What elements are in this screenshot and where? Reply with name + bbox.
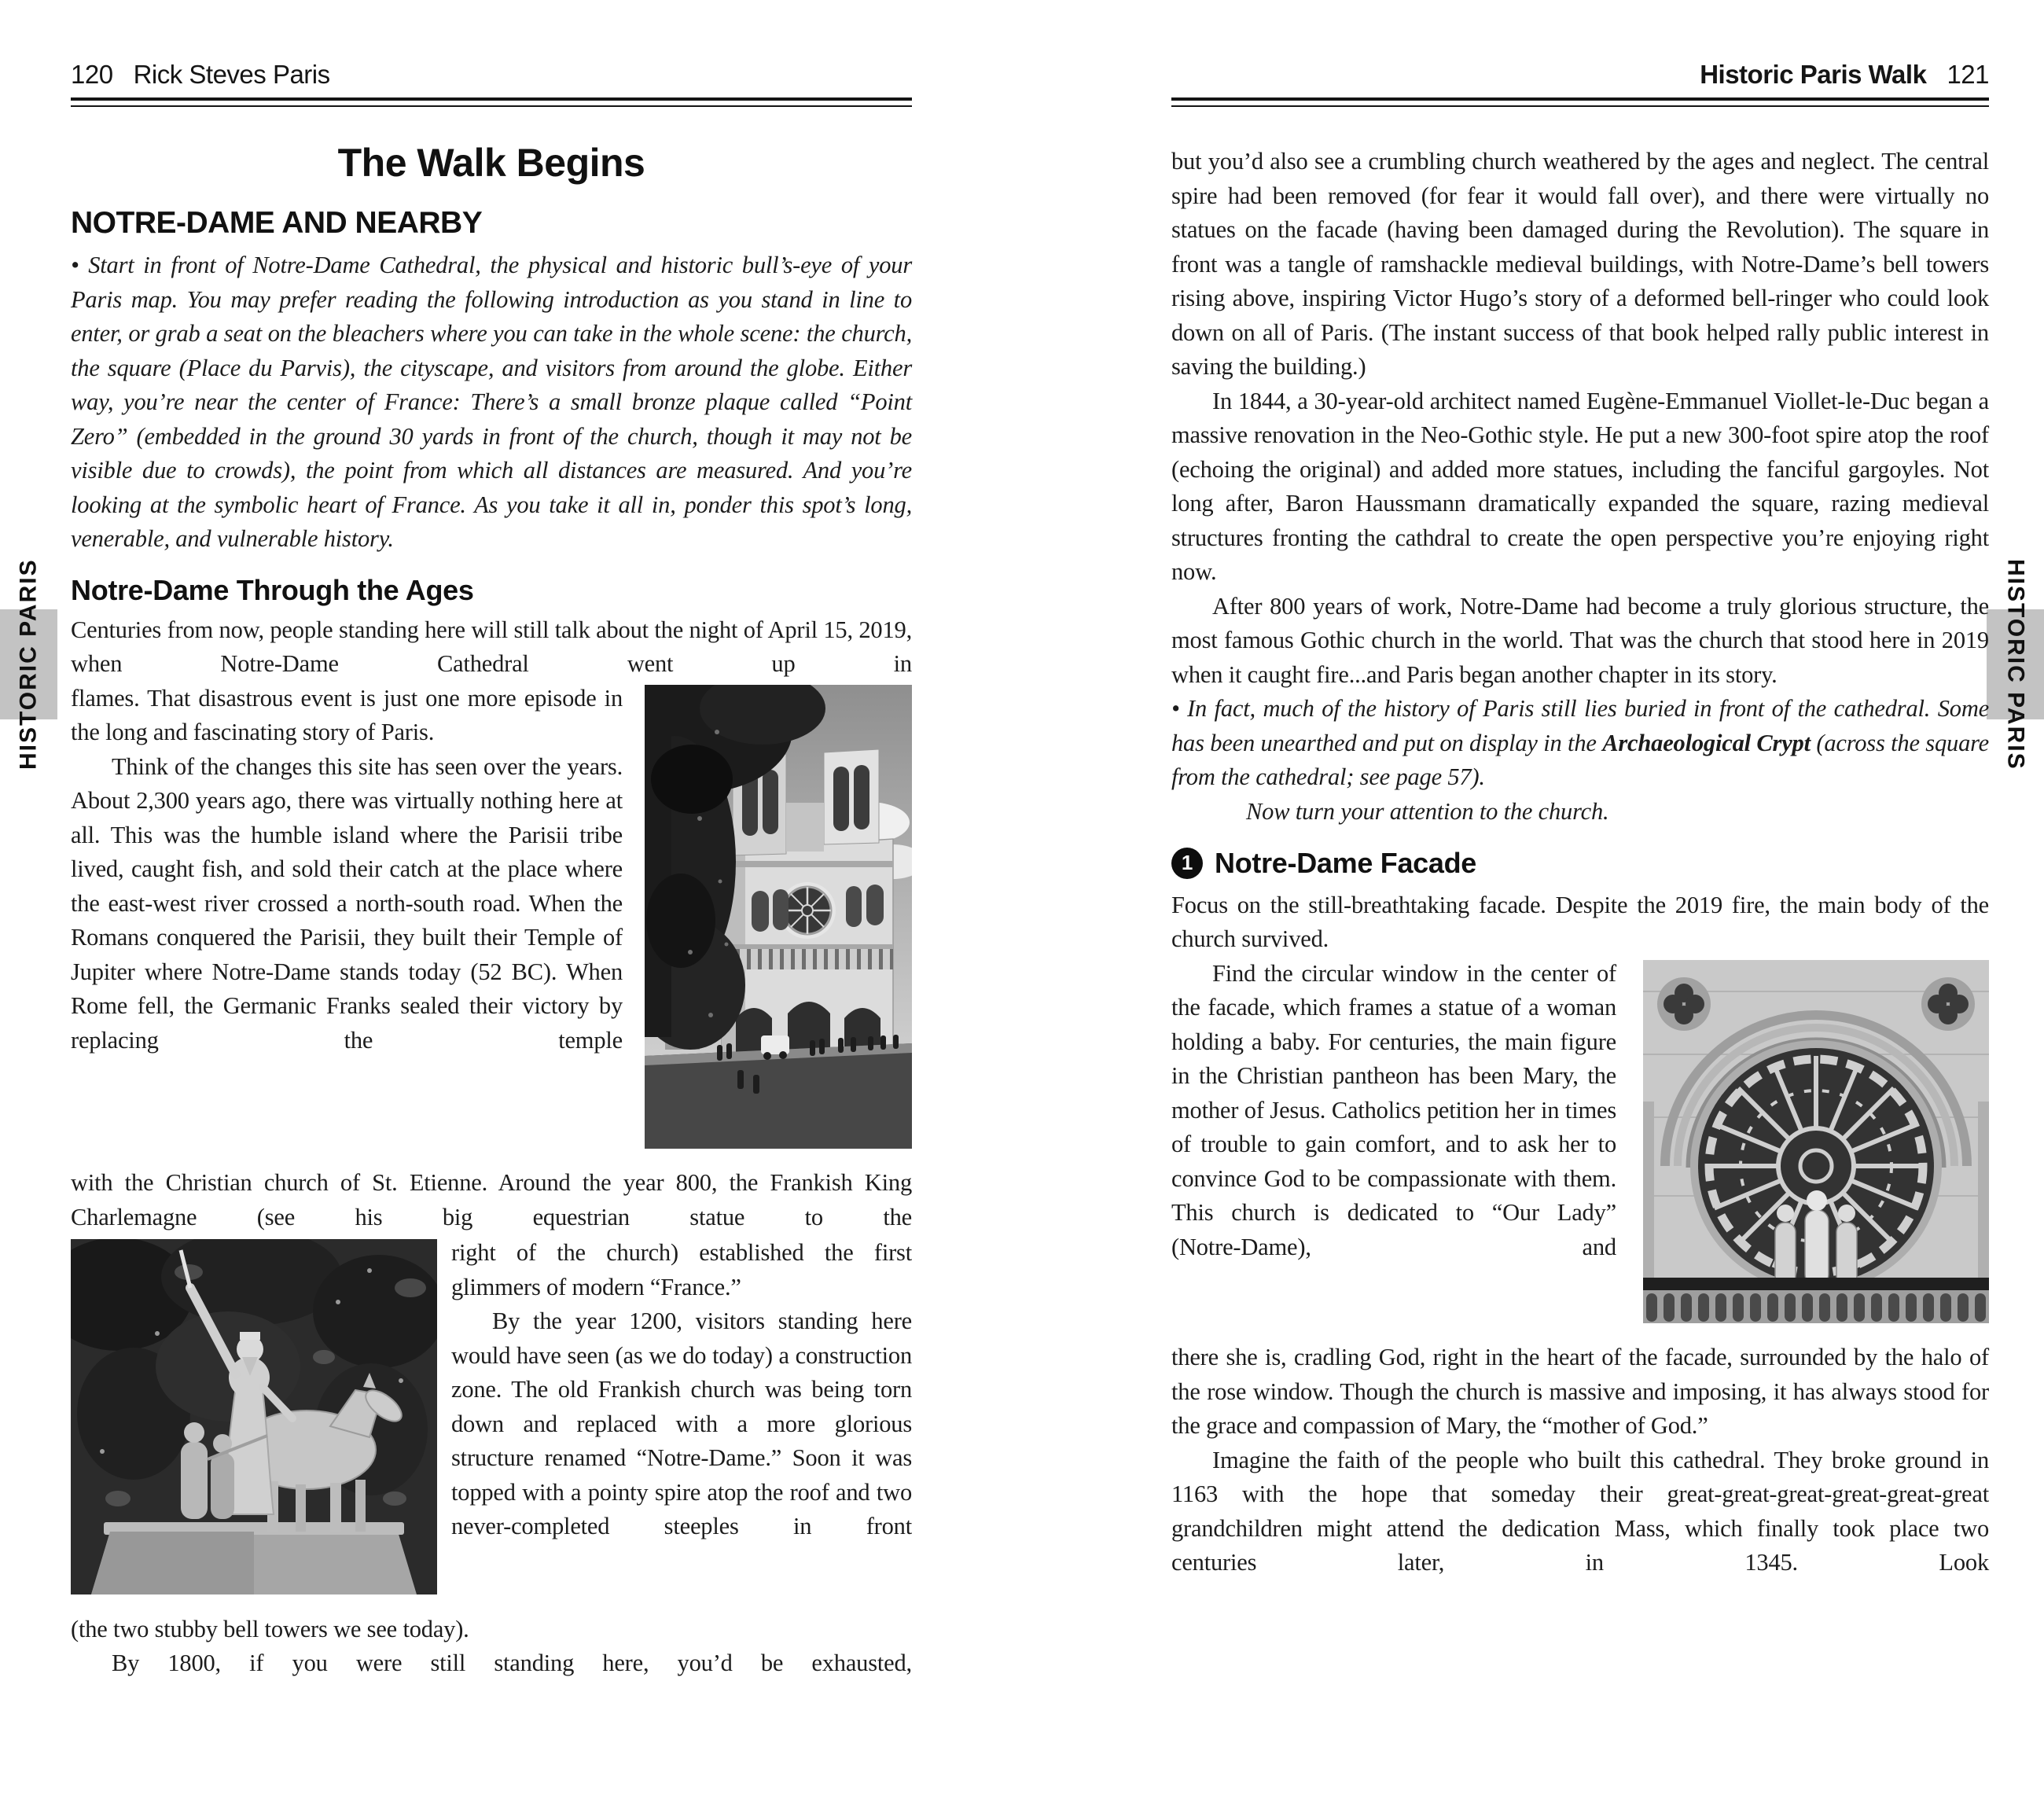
paragraph: After 800 years of work, Notre-Dame had become a truly glorious structure, the most famous Gothic church in the world. That was the church that stood here in 2019 when it caught fire...and Paris began another chapter in its story. bbox=[1171, 592, 1989, 688]
left-running-title: Rick Steves Paris bbox=[133, 60, 330, 89]
paragraph: (the two stubby bell towers we see today). bbox=[71, 1615, 469, 1642]
walk-intro-directions: • Start in front of Notre-Dame Cathedral, the physical and historic bull’s-eye of your Paris map. You may prefer reading the following introduction as you stand in line to enter, or grab a seat on the bleachers where you can take in the whole scene: the church, the square (Place du Parvis), the cityscape, and visitors from around the globe. Either way, you’re near the center of France: There’s a small bronze plaque called “Point Zero” (embedded in the ground 30 yards in front of the church, though it may not be visible due to crowds), the point from which all distances are measured. And you’re looking at the symbolic heart of France. As you take it all in, ponder this spot’s long, venerable, and vulnerable history. bbox=[71, 252, 912, 552]
paragraph: Centuries from now, people standing here will still talk about the night of April 15, 2019, when Notre-Dame Cathedral went up in bbox=[71, 616, 912, 677]
paragraph: By the year 1200, visitors standing here would have seen (as we do today) a construction zone. The old Frankish church was being torn down and replaced with a more glorious structure renamed “Notre-Dame.” Soon it was topped with a pointy spire atop the roof and two never-completed steeples in front bbox=[451, 1308, 912, 1539]
notre-dame-facade-heading bbox=[1171, 846, 1989, 881]
crypt-note-text: • In fact, much of the history of Paris still lies buried in front of the cathedral. Some has been unearthed and put on display in the bbox=[1171, 695, 1989, 756]
rose-window-photo bbox=[1643, 960, 1989, 1333]
step-1-badge: 1 bbox=[1171, 848, 1203, 879]
page-121 bbox=[1171, 0, 1989, 1580]
right-page-number: 121 bbox=[1947, 60, 1989, 89]
through-the-ages-heading: Notre-Dame Through the Ages bbox=[71, 573, 474, 606]
paragraph: Think of the changes this site has seen over the years. About 2,300 years ago, there was virtually nothing here at all. This was the humble island where the Parisii tribe lived, caught fish, and sold their catch at the place where the east-west river crossed a north-south road. When the Romans conquered the Parisii, they built their Temple of Jupiter where Notre-Dame stands today (52 BC). When Rome fell, the Germanic Franks sealed their victory by replacing the temple bbox=[71, 752, 623, 1054]
paragraph: Focus on the still-breathtaking facade. Despite the 2019 fire, the main body of the church survived. bbox=[1171, 891, 1989, 952]
crypt-note bbox=[1171, 692, 1989, 795]
paragraph: there she is, cradling God, right in the heart of the facade, surrounded by the halo of the rose window. Though the church is massive and imposing, it has always stood for the grace and compassion of Mary, the “mother of God.” bbox=[1171, 1344, 1989, 1439]
walk-title: The Walk Begins bbox=[337, 141, 645, 185]
paragraph: By 1800, if you were still standing here, you’d be exhausted, bbox=[112, 1650, 912, 1676]
paragraph: but you’d also see a crumbling church weathered by the ages and neglect. The central spire had been removed (for fear it would fall over), and there were virtually no statues on the facade (having been damaged during the Revolution). The square in front was a tangle of ramshackle medieval buildings, with Notre-Dame’s bell towers rising above, inspiring Victor Hugo’s story of a deformed bell-ringer who could look down on all of Paris. (The instant success of that book helped rally public interest in saving the building.) bbox=[1171, 148, 1989, 380]
notre-dame-and-nearby-heading: NOTRE-DAME AND NEARBY bbox=[71, 206, 483, 240]
right-header-rule bbox=[1171, 97, 1989, 107]
right-running-head bbox=[1171, 60, 1989, 90]
crypt-note-text-2: (across the square from the cathedral; see page 57). bbox=[1171, 729, 1989, 790]
turn-attention-direction: Now turn your attention to the church. bbox=[1246, 797, 1609, 825]
page-120 bbox=[71, 0, 912, 1681]
right-body-text bbox=[1171, 145, 1989, 1580]
left-body-text bbox=[71, 613, 912, 1681]
facade-section-text bbox=[1171, 888, 1989, 1580]
notre-dame-facade-heading-label: Notre-Dame Facade bbox=[1215, 847, 1477, 879]
rose-window-wrap-region bbox=[1171, 957, 1989, 1341]
statue-wrap-region bbox=[71, 1236, 912, 1613]
paragraph: Find the circular window in the center of the facade, which frames a statue of a woman holding a baby. For centuries, the main figure in the Christian pantheon has been Mary, the mother of Jesus. Catholics petition her in times of trouble to gain comfort, and to ask her to convince God to be compassionate with them. This church is dedicated to “Our Lady” (Notre-Dame), and bbox=[1171, 959, 1616, 1260]
paragraph: flames. That disastrous event is just one more episode in the long and fascinating story of Paris. bbox=[71, 684, 623, 745]
charlemagne-statue-photo bbox=[71, 1239, 437, 1605]
cathedral-wrap-region bbox=[71, 682, 912, 1167]
paragraph: with the Christian church of St. Etienne. Around the year 800, the Frankish King Charlemagne (see his big equestrian statue to the bbox=[71, 1169, 912, 1230]
left-page-tab-label: HISTORIC PARIS bbox=[15, 558, 42, 771]
notre-dame-cathedral-photo bbox=[645, 685, 912, 1159]
paragraph: right of the church) established the first glimmers of modern “France.” bbox=[451, 1239, 912, 1300]
right-running-title: Historic Paris Walk bbox=[1700, 60, 1927, 89]
left-header-rule bbox=[71, 97, 912, 107]
left-running-head bbox=[71, 60, 912, 90]
archaeological-crypt-bold: Archaeological Crypt bbox=[1602, 729, 1811, 756]
paragraph: Imagine the faith of the people who built this cathedral. They broke ground in 1163 with the hope that someday their great-great-great-great-great-great grandchildren might attend the dedication Mass, which finally took place two centuries later, in 1345. Look bbox=[1171, 1446, 1989, 1576]
paragraph: In 1844, a 30-year-old architect named Eugène-Emmanuel Viollet-le-Duc began a massive renovation in the Neo-Gothic style. He put a new 300-foot spire atop the roof (echoing the original) and added more statues, including the fanciful gargoyles. Not long after, Baron Haussmann dramatically expanded the square, razing medieval structures fronting the cathdral to create the open perspective you’re enjoying right now. bbox=[1171, 387, 1989, 585]
left-page-number: 120 bbox=[71, 60, 113, 89]
right-page-tab-label: HISTORIC PARIS bbox=[2002, 558, 2029, 771]
